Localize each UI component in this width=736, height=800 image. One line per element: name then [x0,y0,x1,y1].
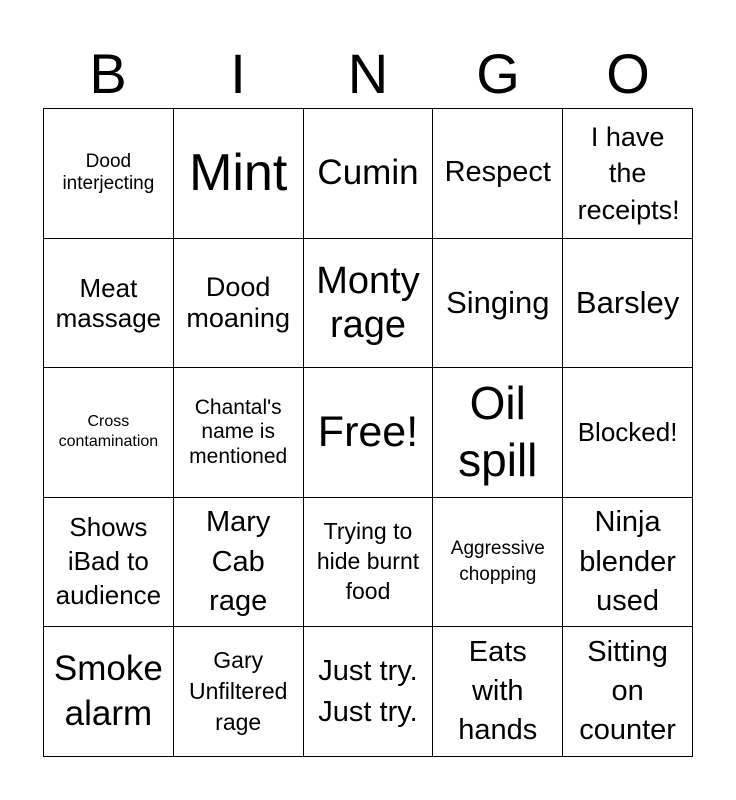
cell-text: Oil spill [458,376,538,487]
cell-text: Dood moaning [186,271,290,333]
bingo-cell[interactable] [304,498,434,628]
bingo-cell[interactable] [304,239,434,369]
bingo-cell[interactable] [433,498,563,628]
cell-text: Eats with hands [458,635,538,747]
bingo-cell[interactable] [44,239,174,369]
bingo-cell[interactable] [563,368,693,498]
bingo-cell[interactable] [433,109,563,239]
bingo-cell[interactable] [174,627,304,757]
bingo-cell[interactable] [304,627,434,757]
bingo-cell[interactable] [174,239,304,369]
cell-text: Mint [189,144,288,203]
bingo-cell[interactable] [433,627,563,757]
cell-text: Chantal's name is mentioned [189,395,288,468]
header-letter-o: O [606,42,650,105]
cell-text: Just try. Just try. [318,655,418,728]
bingo-grid [43,108,693,757]
bingo-cell[interactable] [304,109,434,239]
bingo-cell[interactable] [44,627,174,757]
bingo-cell[interactable] [174,368,304,498]
cell-text: Dood interjecting [62,151,155,195]
bingo-cell[interactable] [563,498,693,628]
header-letter-i: I [230,42,246,105]
bingo-cell[interactable] [44,109,174,239]
cell-text: Cumin [317,153,419,192]
header-letter-g: G [476,42,520,105]
header-letter-b: B [89,42,127,105]
cell-text: Singing [446,284,550,320]
cell-text: Smoke alarm [53,648,163,733]
header-letter-n: N [347,42,389,105]
cell-text: Gary Unfiltered rage [188,647,288,736]
bingo-cell[interactable] [44,498,174,628]
cell-text: I have the receipts! [577,121,680,225]
bingo-cell[interactable] [563,239,693,369]
cell-text: Cross contamination [58,412,159,451]
cell-text: Meat massage [55,272,162,333]
bingo-header [43,40,693,108]
cell-text: Ninja blender used [579,506,676,617]
cell-text: Trying to hide burnt food [316,518,420,605]
cell-text: Respect [444,156,551,189]
cell-text: Blocked! [577,417,678,448]
cell-text: Free! [317,407,419,456]
bingo-cell[interactable] [174,109,304,239]
cell-text: Sitting on counter [579,635,676,747]
bingo-cell[interactable] [563,109,693,239]
bingo-cell[interactable] [44,368,174,498]
cell-text: Mary Cab rage [205,506,271,617]
bingo-cell[interactable] [563,627,693,757]
cell-text: Monty rage [316,259,420,346]
bingo-cell[interactable] [174,498,304,628]
cell-text: Barsley [575,284,680,320]
bingo-cell[interactable] [433,239,563,369]
cell-text: Aggressive chopping [450,537,545,586]
cell-text: Shows iBad to audience [55,512,162,610]
bingo-cell[interactable] [304,368,434,498]
bingo-cell[interactable] [433,368,563,498]
